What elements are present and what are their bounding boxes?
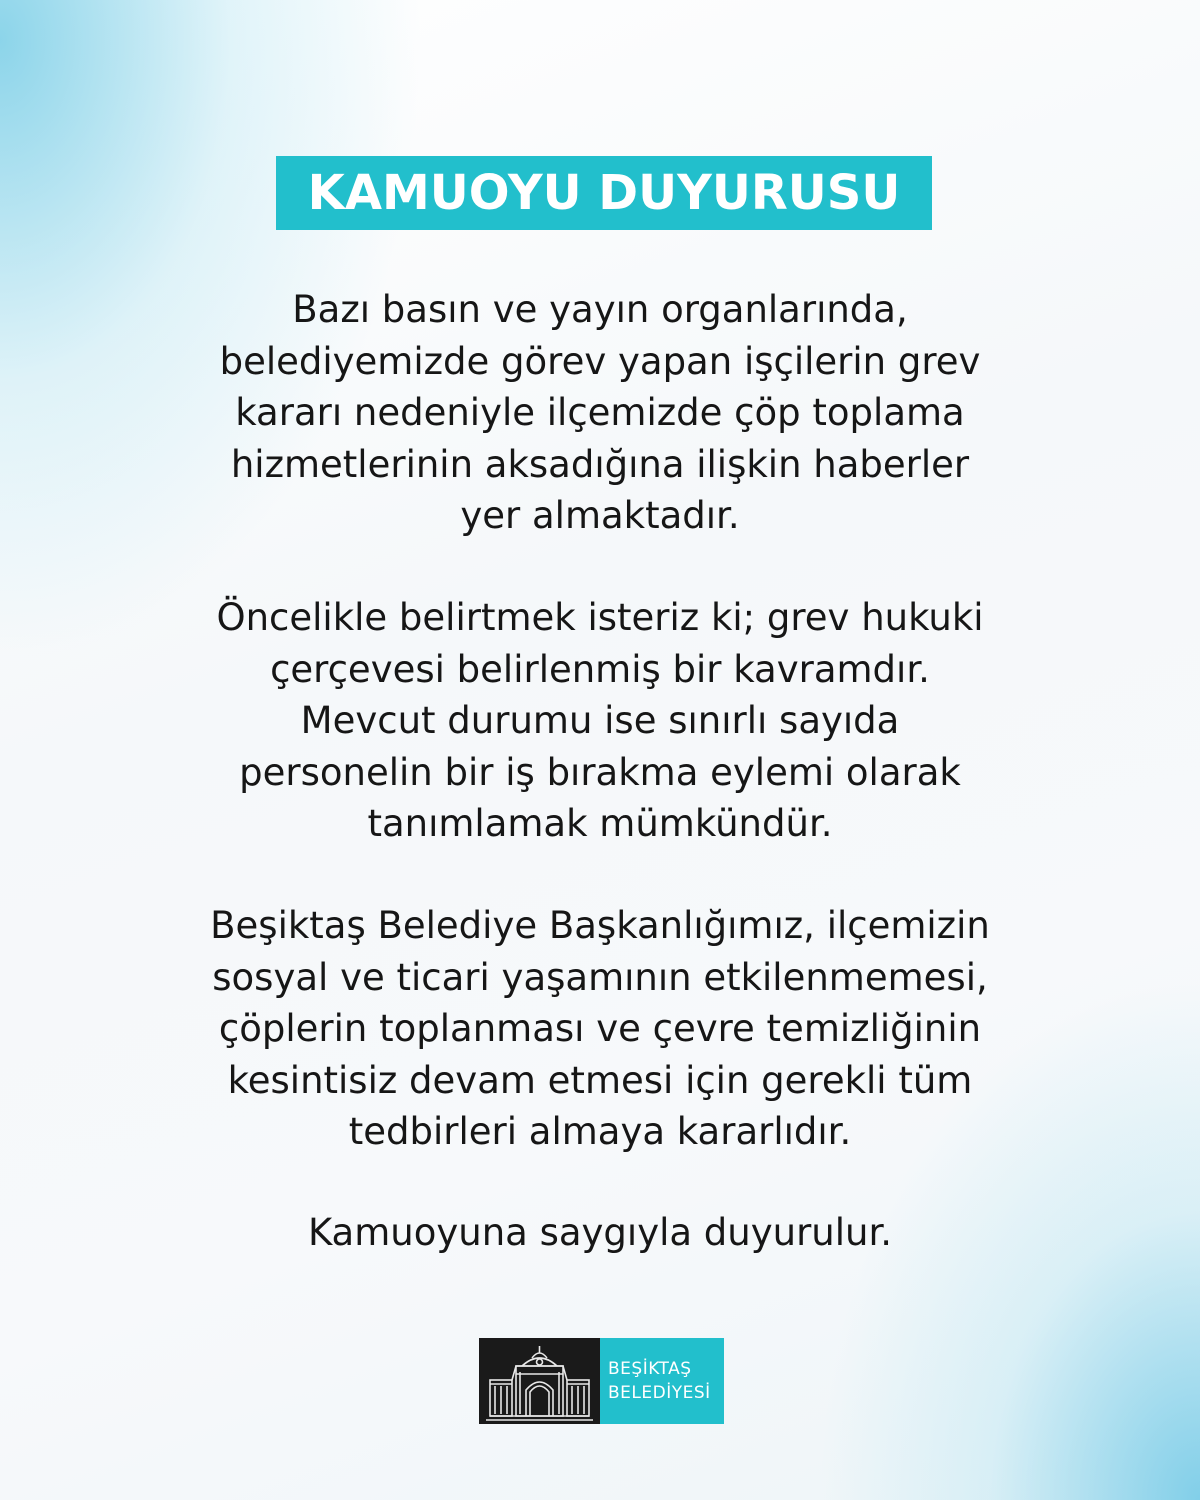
paragraph-line: kesintisiz devam etmesi için gerekli tüm [227, 1058, 973, 1102]
paragraph-line: sosyal ve ticari yaşamının etkilenmemesi, [212, 955, 988, 999]
title-banner [276, 156, 932, 230]
paragraph-line: Bazı basın ve yayın organlarında, [292, 288, 908, 331]
palace-gate-icon [479, 1338, 600, 1424]
paragraph-1 [100, 284, 1100, 542]
logo-line-1: BEŞİKTAŞ [608, 1359, 692, 1379]
paragraph-line: Beşiktaş Belediye Başkanlığımız, ilçemizin [210, 904, 990, 947]
logo-wordmark [600, 1338, 724, 1424]
besiktas-logo [479, 1338, 724, 1424]
paragraph-line: personelin bir iş bırakma eylemi olarak [239, 750, 961, 794]
paragraph-line: yer almaktadır. [460, 494, 740, 537]
paragraph-line: kararı nedeniyle ilçemizde çöp toplama [235, 391, 965, 434]
paragraph-3 [100, 900, 1100, 1158]
paragraph-line: hizmetlerinin aksadığına ilişkin haberler [230, 442, 970, 486]
paragraph-line: Öncelikle belirtmek isteriz ki; grev hukuki [216, 596, 984, 639]
paragraph-line: belediyemizde görev yapan işçilerin grev [219, 339, 981, 383]
paragraph-line: tanımlamak mümkündür. [367, 802, 833, 845]
page-title: KAMUOYU DUYURUSU [307, 165, 901, 221]
paragraph-line: tedbirleri almaya kararlıdır. [348, 1110, 852, 1153]
paragraph-line: çöplerin toplanması ve çevre temizliğinin [218, 1007, 982, 1050]
paragraph-line: Mevcut durumu ise sınırlı sayıda [300, 699, 900, 742]
logo-line-2: BELEDİYESİ [608, 1383, 711, 1403]
paragraph-line: çerçevesi belirlenmiş bir kavramdır. [270, 647, 930, 691]
palace-gate-icon-graphic [482, 1344, 597, 1424]
closing-line [100, 1207, 1100, 1259]
paragraph-line: Kamuoyuna saygıyla duyurulur. [307, 1211, 893, 1254]
paragraph-2 [100, 592, 1100, 850]
